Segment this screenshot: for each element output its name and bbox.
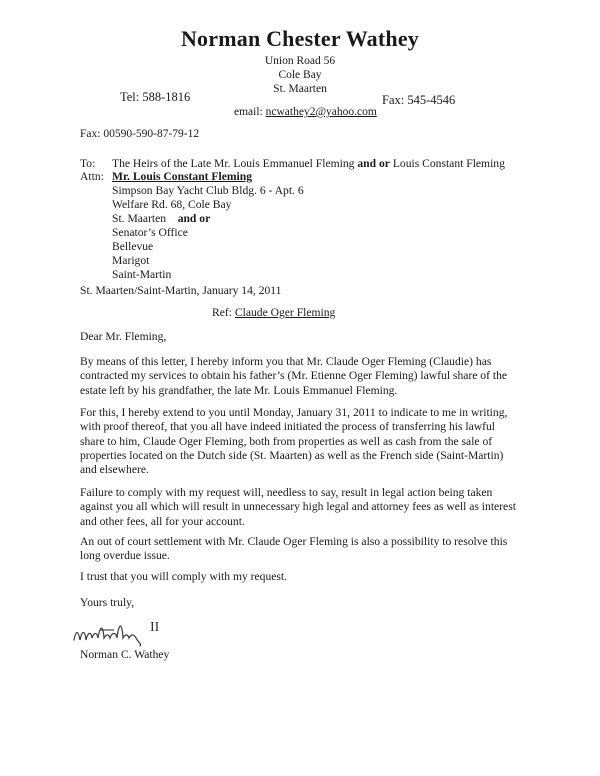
paragraph-line: and elsewhere.: [80, 463, 149, 477]
to-recipient-name: Louis Constant Fleming: [392, 157, 505, 170]
paragraph-line: and other fees, all for your account.: [80, 514, 245, 528]
paragraph-line: Failure to comply with my request will, needless to say, result in legal action being taken: [80, 486, 493, 499]
body-paragraph: [80, 535, 510, 564]
paragraph-line: against you all which will result in unnecessary high legal and attorney fees as well as interest: [80, 500, 516, 514]
letterhead-fax: Fax: 545-4546: [382, 93, 456, 107]
letterhead-address-line: Cole Bay: [278, 69, 322, 81]
paragraph-line: An out of court settlement with Mr. Claude Oger Fleming is also a possibility to resolve this: [80, 535, 508, 548]
attn-name: Mr. Louis Constant Fleming: [112, 170, 252, 183]
signer-name: Norman C. Wathey: [80, 648, 170, 661]
email-link[interactable]: ncwathey2@yahoo.com: [265, 106, 377, 118]
reference-line: [212, 306, 335, 319]
attn-address-line: Welfare Rd. 68, Cole Bay: [112, 198, 232, 211]
to-recipient-heirs: The Heirs of the Late Mr. Louis Emmanuel Fleming: [112, 157, 355, 170]
fax-number-line: [80, 128, 199, 140]
paragraph-line: properties located on the Dutch side (St. Maarten) as well as the French side (Saint-Martin): [80, 448, 504, 462]
letterhead-address-line: St. Maarten: [273, 83, 327, 95]
letterhead-address-line: Union Road 56: [264, 55, 336, 67]
paragraph-line: share to him, Claude Oger Fleming, both from properties as well as cash from the sale of: [80, 434, 493, 448]
body-paragraph: [80, 570, 510, 584]
salutation: Dear Mr. Fleming,: [80, 330, 167, 343]
email-label: email:: [234, 106, 266, 118]
handwritten-signature: [70, 616, 190, 650]
body-paragraph: [80, 355, 510, 398]
attn-label: Attn:: [80, 170, 104, 183]
date-line: St. Maarten/Saint-Martin, January 14, 2011: [80, 284, 282, 297]
signature-suffix: II: [150, 620, 160, 635]
body-paragraph: [80, 406, 510, 477]
closing: Yours truly,: [80, 596, 135, 609]
attn-address-town: St. Maarten: [112, 212, 167, 225]
paragraph-line: I trust that you will comply with my request.: [80, 570, 288, 583]
paragraph-line: long overdue issue.: [80, 549, 170, 563]
paragraph-line: contracted my services to obtain his father’s (Mr. Etienne Oger Fleming) lawful share of the: [80, 369, 508, 383]
letterhead-tel: Tel: 588-1816: [120, 90, 191, 104]
fax-number: Fax: 00590-590-87-79-12: [80, 128, 200, 140]
paragraph-line: For this, I hereby extend to you until Monday, January 31, 2011 to indicate to me in writing,: [80, 406, 508, 419]
reference-value: Claude Oger Fleming: [234, 306, 336, 319]
to-label: To:: [80, 157, 96, 170]
attn-address2-line: Senator’s Office: [112, 226, 188, 239]
paragraph-line: estate left by his grandfather, the late Mr. Louis Emmanuel Fleming.: [80, 383, 398, 397]
paragraph-line: By means of this letter, I hereby inform you that Mr. Claude Oger Fleming (Claudie) has: [80, 355, 492, 368]
to-recipients: [112, 157, 505, 170]
attn-address2-line: Marigot: [112, 254, 150, 267]
to-and-or: and or: [357, 157, 390, 170]
reference-label: Ref:: [212, 306, 232, 319]
paragraph-line: with proof thereof, that you all have indeed initiated the process of transferring his lawful: [80, 420, 495, 434]
attn-address2-line: Bellevue: [112, 240, 154, 253]
body-paragraph: [80, 486, 516, 529]
attn-address-line: [112, 212, 210, 225]
attn-address-line: Simpson Bay Yacht Club Bldg. 6 - Apt. 6: [112, 184, 304, 197]
attn-and-or: and or: [177, 212, 211, 225]
letterhead-name: Norman Chester Wathey: [180, 26, 420, 51]
attn-address2-line: Saint-Martin: [112, 268, 172, 281]
letterhead-email: [234, 106, 377, 118]
